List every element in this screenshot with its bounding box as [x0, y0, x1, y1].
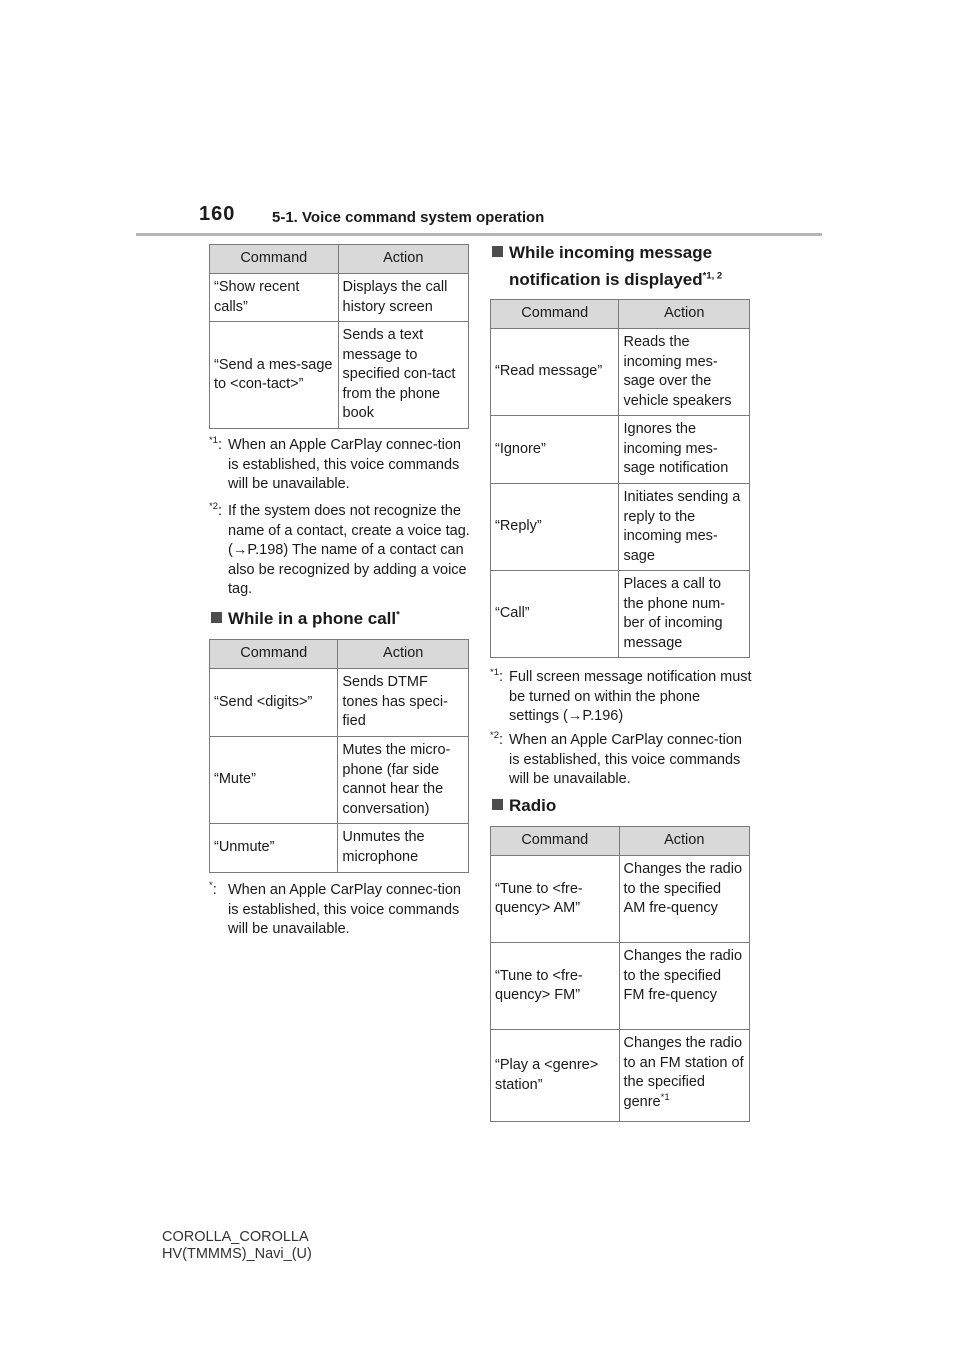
footnote-marker: $^{*2}$: [490, 730, 504, 748]
table-row [491, 484, 750, 571]
action-cell: Changes the radio to an FM station of the specified genre$^{*1}$ [619, 1030, 749, 1122]
document-footer [162, 1229, 312, 1263]
table-row [210, 274, 469, 322]
action-cell: Places a call to the phone num-ber of incoming message [619, 571, 750, 658]
action-cell: Displays the call history screen [338, 274, 468, 322]
command-cell: “Tune to <fre-quency> AM” [491, 856, 620, 943]
column-header-command: Command [210, 245, 339, 274]
table-radio-commands [490, 826, 750, 1122]
square-bullet-icon [211, 612, 222, 623]
footnote-marker: $^{*1}$: [209, 435, 223, 453]
footnote-text: Full screen message notification must be turned on within the phone settings (→P.196) [509, 669, 752, 724]
command-cell: “Reply” [491, 484, 619, 571]
table-incoming-message-commands [490, 299, 750, 658]
footnote-marker: $^{*2}$: [209, 501, 223, 519]
table-row [491, 856, 750, 943]
table-row [491, 416, 750, 484]
action-cell: Sends DTMF tones has speci-fied [338, 669, 469, 737]
table-row [210, 824, 469, 873]
action-cell: Mutes the micro-phone (far side cannot hear the conversation) [338, 737, 469, 824]
footnote-text: If the system does not recognize the name of a contact, create a voice tag. (→P.198) The name of a contact can also be recognized by adding a voice tag. [228, 503, 470, 597]
table-row [491, 571, 750, 658]
table-row [210, 669, 469, 737]
column-header-action: Action [338, 245, 468, 274]
column-header-command: Command [491, 827, 620, 856]
footnote [209, 881, 471, 940]
footnote [490, 731, 752, 790]
section-heading-radio: Radio [492, 792, 556, 819]
table-header-row [210, 245, 469, 274]
footnote-text: When an Apple CarPlay connec-tion is established, this voice commands will be unavailable. [509, 732, 742, 787]
section-heading-phone-call: While in a phone call* [211, 605, 400, 632]
action-cell: Changes the radio to the specified AM fre-quency [619, 856, 749, 943]
action-cell: Initiates sending a reply to the incoming mes-sage [619, 484, 750, 571]
command-cell: “Tune to <fre-quency> FM” [491, 943, 620, 1030]
table-row [491, 943, 750, 1030]
table-row [210, 737, 469, 824]
section-heading-incoming-message: While incoming message notification is displayed$^{*1, 2}$ [492, 239, 722, 293]
column-header-command: Command [491, 300, 619, 329]
footnote-text: When an Apple CarPlay connec-tion is established, this voice commands will be unavailable. [228, 882, 461, 937]
command-cell: “Show recent calls” [210, 274, 339, 322]
command-cell: “Unmute” [210, 824, 338, 873]
table-row [491, 329, 750, 416]
page-number: 160 [199, 203, 236, 225]
column-header-command: Command [210, 640, 338, 669]
header-divider [136, 233, 822, 236]
table-header-row [491, 827, 750, 856]
action-cell: Ignores the incoming mes-sage notification [619, 416, 750, 484]
command-cell: “Send a mes-sage to <con-tact>” [210, 322, 339, 429]
column-header-action: Action [619, 827, 749, 856]
action-cell: Changes the radio to the specified FM fre-quency [619, 943, 749, 1030]
footer-line: HV(TMMMS)_Navi_(U) [162, 1246, 312, 1262]
command-cell: “Call” [491, 571, 619, 658]
command-cell: “Send <digits>” [210, 669, 338, 737]
footnote [209, 502, 471, 600]
footnote-marker: $^{*1}$: [490, 667, 504, 685]
footnote [490, 668, 752, 727]
square-bullet-icon [492, 799, 503, 810]
footnote-marker: *: [209, 880, 217, 898]
footer-line: COROLLA_COROLLA [162, 1229, 309, 1245]
column-header-action: Action [619, 300, 750, 329]
square-bullet-icon [492, 246, 503, 257]
action-cell: Unmutes the microphone [338, 824, 469, 873]
action-cell: Reads the incoming mes-sage over the vehicle speakers [619, 329, 750, 416]
footnote-text: When an Apple CarPlay connec-tion is established, this voice commands will be unavailable. [228, 437, 461, 492]
footnote [209, 436, 471, 495]
section-title: 5-1. Voice command system operation [272, 209, 545, 226]
command-cell: “Mute” [210, 737, 338, 824]
command-cell: “Play a <genre> station” [491, 1030, 620, 1122]
table-messaging-commands [209, 244, 469, 429]
table-row [210, 322, 469, 429]
table-header-row [210, 640, 469, 669]
table-phone-call-commands [209, 639, 469, 873]
action-cell: Sends a text message to specified con-tact from the phone book [338, 322, 468, 429]
table-header-row [491, 300, 750, 329]
column-header-action: Action [338, 640, 469, 669]
command-cell: “Ignore” [491, 416, 619, 484]
command-cell: “Read message” [491, 329, 619, 416]
table-row [491, 1030, 750, 1122]
